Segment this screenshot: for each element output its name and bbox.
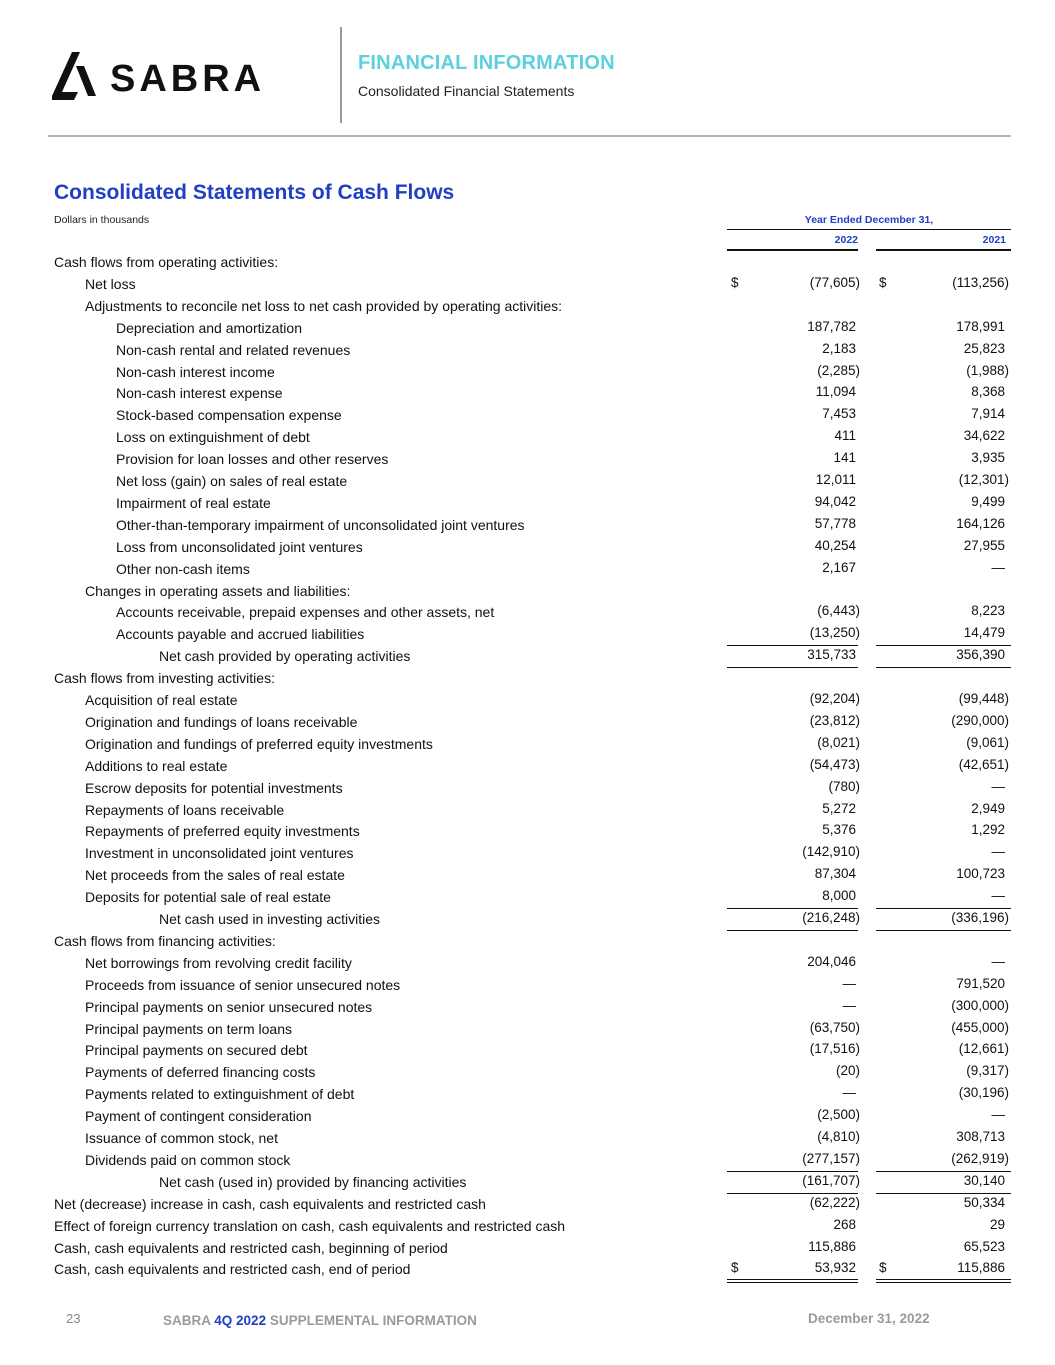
table-row [0,1061,1055,1083]
value-2022: (161,707) [802,1172,860,1188]
row-label: Investment in unconsolidated joint ventures [85,845,354,862]
row-label: Cash flows from operating activities: [54,254,279,270]
value-2021: (30,196) [958,1085,1009,1101]
row-label: Accounts receivable, prepaid expenses and other assets, net [116,604,495,621]
row-label: Additions to real estate [85,757,228,774]
row-label: Payment of contingent consideration [85,1108,312,1125]
table-row [0,404,1055,426]
value-2022: — [842,975,856,991]
value-2022: — [842,1085,856,1101]
row-label: Principal payments on senior unsecured notes [85,998,373,1015]
total-double-rule [727,1279,858,1280]
table-row [0,799,1055,821]
table-row [0,1105,1055,1127]
table-row [0,317,1055,339]
table-row [0,514,1055,536]
row-label: Loss on extinguishment of debt [116,429,310,446]
value-2022: (23,812) [809,712,860,728]
subtotal-rule [727,645,858,646]
row-label: Non-cash interest expense [116,385,283,402]
row-label: Payments related to extinguishment of debt [85,1086,355,1103]
row-label: Depreciation and amortization [116,319,302,336]
value-2021: 8,368 [971,384,1005,400]
value-2022: (63,750) [809,1019,860,1035]
header-divider-vertical [340,27,342,123]
table-row [0,667,1055,689]
table-row [0,1193,1055,1215]
table-row [0,426,1055,448]
row-label: Non-cash rental and related revenues [116,341,351,358]
value-2021: 9,499 [971,493,1005,509]
value-2021: — [991,888,1005,904]
row-label: Principal payments on secured debt [85,1042,308,1059]
table-row [0,864,1055,886]
table-row [0,952,1055,974]
value-2022: 2,183 [822,340,856,356]
value-2021: (455,000) [951,1019,1009,1035]
row-label: Cash, cash equivalents and restricted cash, beginning of period [54,1239,448,1256]
table-row [0,580,1055,602]
value-2021: (9,317) [966,1063,1009,1079]
currency-symbol: $ [879,1260,887,1276]
value-2022: (216,248) [802,910,860,925]
value-2021: (9,061) [966,734,1009,750]
page-number: 23 [66,1311,81,1326]
value-2022: (277,157) [802,1150,860,1166]
row-label: Repayments of preferred equity investments [85,823,360,840]
value-2022: 57,778 [814,515,856,531]
row-label: Acquisition of real estate [85,692,238,708]
table-row [0,470,1055,492]
row-label: Net cash (used in) provided by financing activities [159,1173,467,1190]
row-label: Net borrowings from revolving credit facility [85,954,352,971]
svg-text:SABRA: SABRA [110,58,266,100]
row-label: Origination and fundings of loans receivable [85,713,358,730]
value-2021: 34,622 [963,428,1005,444]
value-2021: — [991,953,1005,969]
table-row [0,623,1055,645]
footer-title [163,1313,477,1328]
value-2022: 94,042 [814,493,856,509]
value-2021: 356,390 [956,647,1005,663]
table-row [0,492,1055,514]
value-2022: (13,250) [809,625,860,641]
value-2021: 8,223 [971,603,1005,619]
value-2021: — [991,844,1005,860]
total-double-rule [876,1282,1011,1283]
subtotal-rule [727,908,858,909]
total-double-rule [727,1282,858,1283]
value-2021: 164,126 [956,515,1005,531]
table-row [0,1237,1055,1259]
table-row [0,777,1055,799]
row-label: Origination and fundings of preferred equity investments [85,735,433,752]
table-row [0,1258,1055,1280]
table-row [0,1127,1055,1149]
value-2022: 12,011 [815,472,856,487]
value-2021: 791,520 [956,975,1005,991]
header-divider-horizontal [48,135,1011,137]
row-label: Stock-based compensation expense [116,407,342,424]
value-2022: (6,443) [817,603,860,619]
row-label: Deposits for potential sale of real estate [85,889,331,906]
value-2022: (4,810) [817,1129,860,1144]
table-row [0,820,1055,842]
value-2022: (142,910) [802,844,860,860]
table-row [0,1171,1055,1193]
value-2022: (62,222) [809,1194,860,1210]
row-label: Other-than-temporary impairment of unconsolidated joint ventures [116,516,525,533]
value-2022: 315,733 [807,647,856,663]
column-header-2021: 2021 [982,234,1006,246]
row-label: Provision for loan losses and other reserves [116,451,389,468]
row-label: Non-cash interest income [116,363,275,380]
row-label: Repayments of loans receivable [85,801,285,818]
row-label: Cash, cash equivalents and restricted cash, end of period [54,1261,411,1278]
value-2021: — [991,1107,1005,1123]
value-2021: (300,000) [951,997,1009,1013]
value-2021: (336,196) [951,910,1009,925]
value-2022: 87,304 [814,866,856,882]
row-label: Loss from unconsolidated joint ventures [116,538,363,555]
table-row [0,930,1055,952]
table-row [0,842,1055,864]
row-label: Net cash used in investing activities [159,911,380,927]
value-2022: (77,605) [809,274,860,290]
table-row [0,1018,1055,1040]
value-2021: 25,823 [963,340,1005,356]
units-note: Dollars in thousands [54,214,150,226]
value-2022: 5,376 [822,822,856,838]
row-label: Escrow deposits for potential investments [85,779,343,796]
value-2022: 53,932 [814,1260,856,1276]
currency-symbol: $ [731,274,739,290]
subtotal-rule [876,1171,1011,1172]
value-2021: (1,988) [966,362,1009,378]
footer-brand: SABRA [163,1313,211,1328]
row-label: Effect of foreign currency translation on cash, cash equivalents and restricted cash [54,1217,566,1234]
table-row [0,974,1055,996]
value-2022: 141 [833,450,856,466]
table-row [0,273,1055,295]
table-row [0,886,1055,908]
row-label: Accounts payable and accrued liabilities [116,626,365,643]
table-row [0,689,1055,711]
value-2022: 8,000 [822,888,856,904]
column-header-2022: 2022 [834,234,858,246]
value-2021: 30,140 [963,1172,1005,1188]
value-2021: 308,713 [956,1129,1005,1144]
footer-date: December 31, 2022 [808,1311,930,1326]
value-2021: 2,949 [971,800,1005,816]
value-2022: 411 [834,428,856,444]
currency-symbol: $ [731,1260,739,1276]
value-2022: (20) [835,1063,860,1079]
value-2022: 2,167 [822,559,856,575]
table-row [0,645,1055,667]
value-2021: 115,886 [957,1260,1005,1276]
table-row [0,339,1055,361]
value-2021: (12,661) [958,1041,1009,1057]
value-2021: 178,991 [956,318,1005,334]
value-2022: 268 [833,1216,856,1232]
table-row [0,1083,1055,1105]
row-label: Net loss (gain) on sales of real estate [116,473,348,489]
table-row [0,1149,1055,1171]
table-row [0,251,1055,273]
value-2021: (262,919) [951,1150,1009,1166]
subtotal-rule [876,908,1011,909]
row-label: Net (decrease) increase in cash, cash equivalents and restricted cash [54,1195,486,1212]
value-2021: 1,292 [971,822,1005,838]
value-2021: 29 [989,1216,1005,1232]
value-2021: (42,651) [958,756,1009,772]
row-label: Changes in operating assets and liabilities: [85,582,351,599]
footer-doc-name: SUPPLEMENTAL INFORMATION [269,1313,477,1328]
value-2022: 40,254 [814,537,856,553]
subtotal-rule [727,1171,858,1172]
value-2022: 11,094 [815,384,856,400]
value-2022: (54,473) [809,756,860,772]
value-2021: 27,955 [963,537,1005,553]
value-2022: 204,046 [807,953,856,969]
value-2021: (99,448) [958,691,1009,706]
footer-period: 4Q 2022 [214,1313,267,1328]
table-row [0,448,1055,470]
row-label: Cash flows from investing activities: [54,670,275,687]
table-row [0,996,1055,1018]
row-label: Impairment of real estate [116,494,271,511]
value-2021: (290,000) [951,712,1009,728]
period-header: Year Ended December 31, [804,214,934,226]
row-label: Adjustments to reconcile net loss to net cash provided by operating activities: [85,297,563,314]
value-2022: (2,285) [817,362,860,378]
value-2022: — [842,997,856,1013]
row-label: Dividends paid on common stock [85,1151,291,1168]
table-row [0,536,1055,558]
value-2022: 5,272 [822,800,856,816]
section-title: FINANCIAL INFORMATION [358,52,615,74]
row-label: Proceeds from issuance of senior unsecured notes [85,976,401,993]
row-label: Payments of deferred financing costs [85,1064,316,1081]
value-2022: (2,500) [817,1107,860,1123]
value-2022: 187,782 [807,318,856,334]
value-2021: — [991,559,1005,575]
table-row [0,1215,1055,1237]
row-label: Issuance of common stock, net [85,1130,278,1146]
value-2021: 14,479 [963,625,1005,641]
table-row [0,755,1055,777]
table-row [0,711,1055,733]
value-2021: — [991,778,1005,794]
table-row [0,382,1055,404]
value-2021: 100,723 [956,866,1005,882]
sabra-logo [52,52,297,100]
row-label: Principal payments on term loans [85,1020,292,1037]
page-title: Consolidated Statements of Cash Flows [54,181,455,204]
value-2022: (780) [828,778,860,794]
row-label: Net proceeds from the sales of real estate [85,867,345,884]
table-row [0,558,1055,580]
value-2022: (92,204) [809,691,860,706]
table-row [0,1039,1055,1061]
value-2021: 65,523 [963,1238,1005,1254]
table-row [0,908,1055,930]
value-2022: (8,021) [817,734,860,750]
value-2022: 115,886 [808,1238,856,1254]
table-row [0,601,1055,623]
table-row [0,733,1055,755]
value-2021: 3,935 [971,450,1005,466]
row-label: Net loss [85,275,136,292]
value-2021: (113,256) [952,274,1009,290]
subtotal-rule [876,645,1011,646]
row-label: Other non-cash items [116,560,250,577]
table-row [0,295,1055,317]
value-2022: (17,516) [809,1041,860,1057]
value-2021: (12,301) [958,472,1009,487]
value-2021: 7,914 [971,406,1005,422]
row-label: Net cash provided by operating activities [159,648,411,665]
total-double-rule [876,1279,1011,1280]
currency-symbol: $ [879,274,887,290]
value-2022: 7,453 [822,406,856,422]
period-header-rule [727,229,1011,230]
table-row [0,361,1055,383]
section-subtitle: Consolidated Financial Statements [358,83,575,99]
row-label: Cash flows from financing activities: [54,932,276,949]
value-2021: 50,334 [963,1194,1005,1210]
